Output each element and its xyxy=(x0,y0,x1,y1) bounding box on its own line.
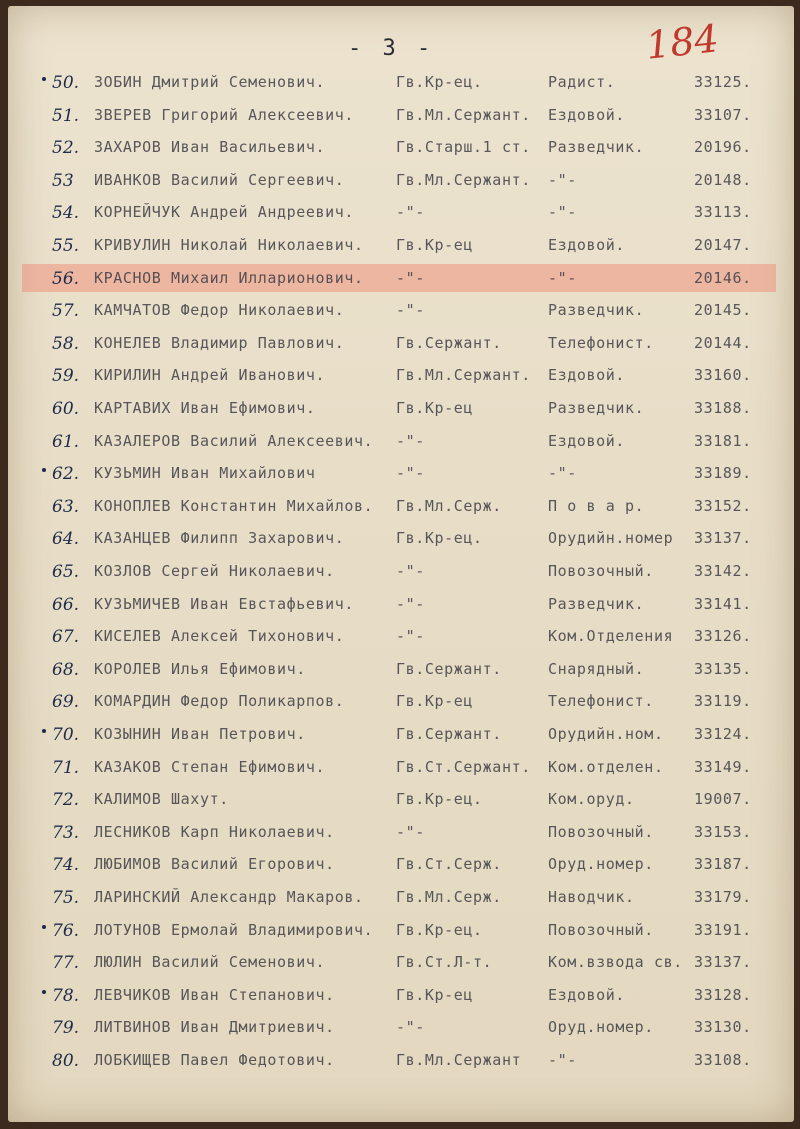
record-id: 33119. xyxy=(694,692,752,711)
record-id: 20196. xyxy=(694,138,752,157)
military-rank: Гв.Кр-ец. xyxy=(396,529,483,548)
record-id: 33108. xyxy=(694,1051,752,1069)
military-rank: Гв.Ст.Л-т. xyxy=(396,953,493,972)
document-page xyxy=(8,6,794,1122)
position: Орудийн.ном. xyxy=(548,725,664,743)
list-item xyxy=(8,1046,794,1074)
record-id: 33137. xyxy=(694,529,752,548)
position: -"- xyxy=(548,203,577,222)
row-number: 79. xyxy=(52,1018,80,1039)
military-rank: -"- xyxy=(396,562,425,580)
row-number: 68. xyxy=(52,659,80,680)
list-item xyxy=(8,361,794,389)
record-id: 33191. xyxy=(694,920,752,939)
row-number: 67. xyxy=(52,627,80,648)
row-number: 55. xyxy=(52,236,80,256)
record-id: 33149. xyxy=(694,757,752,776)
person-name: ИВАНКОВ Василий Сергеевич. xyxy=(94,170,345,189)
row-number: 76. xyxy=(52,920,80,941)
list-item xyxy=(8,1013,794,1041)
person-name: ЛЮЛИН Василий Семенович. xyxy=(94,953,326,972)
position: П о в а р. xyxy=(548,496,645,515)
record-id: 33113. xyxy=(694,203,752,222)
list-item xyxy=(22,264,776,292)
military-rank: Гв.Кр-ец xyxy=(396,399,474,417)
row-number: 61. xyxy=(52,431,80,452)
person-name: КАРТАВИХ Иван Ефимович. xyxy=(94,399,316,417)
record-id: 33125. xyxy=(694,73,752,91)
position: Ком.отделен. xyxy=(548,757,664,776)
position: -"- xyxy=(548,170,577,189)
archive-number-handwritten: 184 xyxy=(643,16,721,68)
military-rank: -"- xyxy=(396,627,425,646)
person-name: КРИВУЛИН Николай Николаевич. xyxy=(94,236,364,254)
position: Радист. xyxy=(548,73,616,91)
person-name: КОНЕЛЕВ Владимир Павлович. xyxy=(94,333,345,352)
record-id: 33124. xyxy=(694,725,752,743)
list-item xyxy=(8,427,794,455)
military-rank: -"- xyxy=(396,431,425,450)
list-item xyxy=(8,524,794,552)
record-id: 33130. xyxy=(694,1018,752,1037)
position: -"- xyxy=(548,464,577,483)
row-number: 78. xyxy=(52,985,80,1006)
position: Оруд.номер. xyxy=(548,1018,654,1037)
list-item xyxy=(8,101,794,129)
record-id: 33135. xyxy=(694,659,752,678)
position: Наводчик. xyxy=(548,888,635,906)
list-item xyxy=(8,687,794,715)
list-item xyxy=(8,883,794,911)
person-name: КАЗАЛЕРОВ Василий Алексеевич. xyxy=(94,431,374,450)
row-number: 51. xyxy=(52,105,80,126)
person-name: ЗАХАРОВ Иван Васильевич. xyxy=(94,138,326,157)
ink-dot xyxy=(42,990,46,994)
military-rank: Гв.Кр-ец xyxy=(396,236,474,254)
person-name: КОРНЕЙЧУК Андрей Андреевич. xyxy=(94,203,355,222)
ink-dot xyxy=(42,77,46,81)
list-item xyxy=(8,394,794,422)
position: Ездовой. xyxy=(548,105,626,124)
military-rank: Гв.Старш.1 ст. xyxy=(396,138,531,157)
row-number: 52. xyxy=(52,138,80,159)
row-number: 62. xyxy=(52,464,80,485)
list-item xyxy=(8,133,794,161)
person-name: ЛЕСНИКОВ Карп Николаевич. xyxy=(94,822,335,841)
person-name: ЗОБИН Дмитрий Семенович. xyxy=(94,73,326,91)
position: Разведчик. xyxy=(548,301,645,320)
person-name: ЛАРИНСКИЙ Александр Макаров. xyxy=(94,888,364,906)
ink-dot xyxy=(42,729,46,733)
position: -"- xyxy=(548,268,577,287)
military-rank: Гв.Мл.Серж. xyxy=(396,496,502,515)
row-number: 66. xyxy=(52,594,80,615)
record-id: 19007. xyxy=(694,790,752,809)
record-id: 20144. xyxy=(694,333,752,352)
list-item xyxy=(8,68,794,96)
list-item xyxy=(8,981,794,1009)
person-name: ЗВЕРЕВ Григорий Алексеевич. xyxy=(94,105,355,124)
list-item xyxy=(8,785,794,813)
row-number: 64. xyxy=(52,529,80,550)
list-item xyxy=(8,948,794,976)
person-name: ЛОБКИЩЕВ Павел Федотович. xyxy=(94,1051,335,1069)
row-number: 58. xyxy=(52,333,80,354)
position: Ездовой. xyxy=(548,366,626,385)
row-number: 72. xyxy=(52,790,80,811)
row-number: 57. xyxy=(52,301,80,322)
position: Телефонист. xyxy=(548,333,654,352)
record-id: 33126. xyxy=(694,627,752,646)
position: Повозочный. xyxy=(548,920,654,939)
person-name: КУЗЬМИЧЕВ Иван Евстафьевич. xyxy=(94,594,355,613)
row-number: 74. xyxy=(52,855,80,876)
list-item xyxy=(8,850,794,878)
position: Разведчик. xyxy=(548,594,645,613)
military-rank: -"- xyxy=(396,594,425,613)
list-item xyxy=(8,753,794,781)
record-id: 33160. xyxy=(694,366,752,385)
list-item xyxy=(8,296,794,324)
person-name: КОРОЛЕВ Илья Ефимович. xyxy=(94,659,306,678)
row-number: 70. xyxy=(52,725,80,745)
record-id: 33187. xyxy=(694,855,752,874)
military-rank: Гв.Ст.Сержант. xyxy=(396,757,531,776)
person-name: КАМЧАТОВ Федор Николаевич. xyxy=(94,301,345,320)
military-rank: -"- xyxy=(396,268,425,287)
row-number: 77. xyxy=(52,953,80,974)
list-item xyxy=(8,818,794,846)
military-rank: -"- xyxy=(396,301,425,320)
position: Ком.взвода св. xyxy=(548,953,683,972)
record-id: 33137. xyxy=(694,953,752,972)
military-rank: Гв.Кр-ец xyxy=(396,692,474,711)
row-number: 75. xyxy=(52,888,80,908)
list-item xyxy=(8,590,794,618)
row-number: 53 xyxy=(52,170,74,191)
person-name: ЛИТВИНОВ Иван Дмитриевич. xyxy=(94,1018,335,1037)
military-rank: Гв.Кр-ец. xyxy=(396,73,483,91)
position: Ком.Отделения xyxy=(548,627,674,646)
person-name: КОМАРДИН Федор Поликарпов. xyxy=(94,692,345,711)
position: Ездовой. xyxy=(548,431,626,450)
position: Ком.оруд. xyxy=(548,790,635,809)
person-name: КРАСНОВ Михаил Илларионович. xyxy=(94,268,364,287)
ink-dot xyxy=(42,468,46,472)
list-item xyxy=(8,329,794,357)
position: Снарядный. xyxy=(548,659,645,678)
person-name: ЛОТУНОВ Ермолай Владимирович. xyxy=(94,920,374,939)
person-name: КИРИЛИН Андрей Иванович. xyxy=(94,366,326,385)
person-name: КОЗЛОВ Сергей Николаевич. xyxy=(94,562,335,580)
ink-dot xyxy=(42,925,46,929)
row-number: 73. xyxy=(52,822,80,843)
list-item xyxy=(8,231,794,259)
record-id: 33179. xyxy=(694,888,752,906)
row-number: 59. xyxy=(52,366,80,387)
position: Телефонист. xyxy=(548,692,654,711)
person-name: КАЗАКОВ Степан Ефимович. xyxy=(94,757,326,776)
military-rank: Гв.Мл.Сержант xyxy=(396,1051,522,1069)
record-id: 33181. xyxy=(694,431,752,450)
person-name: ЛЮБИМОВ Василий Егорович. xyxy=(94,855,335,874)
row-number: 60. xyxy=(52,399,80,419)
military-rank: Гв.Сержант. xyxy=(396,333,502,352)
position: Разведчик. xyxy=(548,399,645,417)
military-rank: Гв.Кр-ец. xyxy=(396,920,483,939)
military-rank: Гв.Ст.Серж. xyxy=(396,855,502,874)
record-id: 20145. xyxy=(694,301,752,320)
position: Повозочный. xyxy=(548,562,654,580)
military-rank: Гв.Мл.Сержант. xyxy=(396,170,531,189)
list-item xyxy=(8,492,794,520)
position: Повозочный. xyxy=(548,822,654,841)
position: Орудийн.номер xyxy=(548,529,674,548)
list-item xyxy=(8,198,794,226)
military-rank: Гв.Сержант. xyxy=(396,725,502,743)
list-item xyxy=(8,557,794,585)
record-id: 33153. xyxy=(694,822,752,841)
record-id: 33107. xyxy=(694,105,752,124)
position: Оруд.номер. xyxy=(548,855,654,874)
person-name: КОНОПЛЕВ Константин Михайлов. xyxy=(94,496,374,515)
person-name: КАЗАНЦЕВ Филипп Захарович. xyxy=(94,529,345,548)
military-rank: Гв.Сержант. xyxy=(396,659,502,678)
military-rank: -"- xyxy=(396,203,425,222)
page-number: - 3 - xyxy=(348,36,435,61)
military-rank: -"- xyxy=(396,1018,425,1037)
row-number: 69. xyxy=(52,692,80,713)
record-id: 20146. xyxy=(694,268,752,287)
military-rank: Гв.Кр-ец. xyxy=(396,790,483,809)
row-number: 50. xyxy=(52,73,80,93)
military-rank: Гв.Мл.Сержант. xyxy=(396,366,531,385)
person-name: КИСЕЛЕВ Алексей Тихонович. xyxy=(94,627,345,646)
row-number: 65. xyxy=(52,562,80,582)
record-id: 33188. xyxy=(694,399,752,417)
row-number: 80. xyxy=(52,1051,80,1071)
position: -"- xyxy=(548,1051,577,1069)
person-name: ЛЕВЧИКОВ Иван Степанович. xyxy=(94,985,335,1004)
list-item xyxy=(8,720,794,748)
military-rank: -"- xyxy=(396,822,425,841)
record-id: 33141. xyxy=(694,594,752,613)
military-rank: Гв.Мл.Серж. xyxy=(396,888,502,906)
row-number: 63. xyxy=(52,496,80,517)
military-rank: -"- xyxy=(396,464,425,483)
military-rank: Гв.Кр-ец xyxy=(396,985,474,1004)
record-id: 33189. xyxy=(694,464,752,483)
record-id: 20148. xyxy=(694,170,752,189)
position: Разведчик. xyxy=(548,138,645,157)
list-item xyxy=(8,459,794,487)
record-id: 20147. xyxy=(694,236,752,254)
position: Ездовой. xyxy=(548,236,626,254)
record-id: 33128. xyxy=(694,985,752,1004)
position: Ездовой. xyxy=(548,985,626,1004)
list-item xyxy=(8,655,794,683)
list-item xyxy=(8,166,794,194)
list-item xyxy=(8,622,794,650)
record-id: 33152. xyxy=(694,496,752,515)
list-item xyxy=(8,916,794,944)
row-number: 71. xyxy=(52,757,80,778)
record-id: 33142. xyxy=(694,562,752,580)
row-number: 54. xyxy=(52,203,80,224)
person-name: КОЗЫНИН Иван Петрович. xyxy=(94,725,306,743)
row-number: 56. xyxy=(52,268,80,289)
person-name: КУЗЬМИН Иван Михайлович xyxy=(94,464,316,483)
person-name: КАЛИМОВ Шахут. xyxy=(94,790,229,809)
military-rank: Гв.Мл.Сержант. xyxy=(396,105,531,124)
